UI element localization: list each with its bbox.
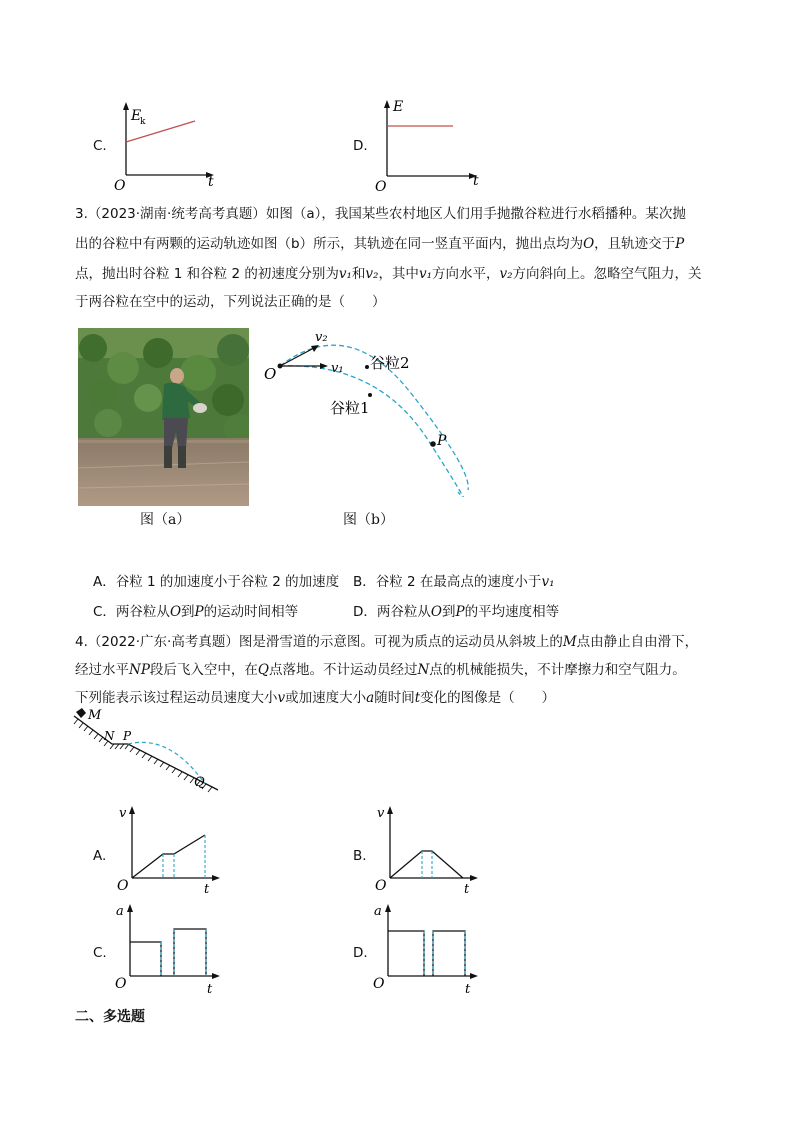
q2-option-c-graph <box>112 100 222 195</box>
q4-line-2: 经过水平NP段后飞入空中，在Q点落地。不计运动员经过N点的机械能损失，不计摩擦力和空气阻力。 <box>75 662 686 678</box>
fig-b-o: O <box>264 365 277 383</box>
q4-graph-a <box>112 800 227 895</box>
graph-c-ylabel: a <box>116 904 124 919</box>
graph-c-xlabel: t <box>207 982 213 997</box>
graph-a-xlabel: t <box>204 882 210 895</box>
slope-n: N <box>104 729 115 743</box>
q3-number: 3. <box>75 206 88 222</box>
q3-option-c: C．两谷粒从O到P的运动时间相等 <box>93 604 299 620</box>
q3-option-b: B．谷粒 2 在最高点的速度小于v₁ <box>353 574 555 590</box>
graph-d-ylabel: a <box>374 904 382 919</box>
fig-b-v1: v₁ <box>331 361 344 376</box>
q2-d-origin: O <box>375 179 387 195</box>
q3-source: （2023·湖南·统考高考真题） <box>87 206 266 222</box>
q2-option-c-label: C. <box>93 138 107 154</box>
q3-line-2: 出的谷粒中有两颗的运动轨迹如图（b）所示，其轨迹在同一竖直平面内，抛出点均为O，且轨迹交于P <box>75 236 685 252</box>
graph-d-xlabel: t <box>465 982 471 997</box>
q2-c-ylabel: E <box>131 108 142 124</box>
q2-c-ysub: k <box>140 117 146 127</box>
slope-m: M <box>88 708 102 723</box>
q4-graph-c <box>112 898 227 998</box>
graph-a-ylabel: v <box>119 806 127 821</box>
graph-d-origin: O <box>373 976 385 992</box>
q3-option-d: D．两谷粒从O到P的平均速度相等 <box>353 604 560 620</box>
graph-b-origin: O <box>375 878 387 894</box>
section-multiple-choice-heading: 二、多选题 <box>75 1009 145 1025</box>
q2-option-d-graph <box>373 96 488 196</box>
graph-c-origin: O <box>115 976 127 992</box>
q4-line-3: 下列能表示该过程运动员速度大小v或加速度大小a随时间t变化的图像是（ ） <box>75 690 556 706</box>
q4-option-b-label: B. <box>353 848 367 864</box>
fig-b-grain2: 谷粒2 <box>370 354 410 372</box>
graph-a-origin: O <box>117 878 129 894</box>
q3-line-4: 于两谷粒在空中的运动，下列说法正确的是（ ） <box>75 294 386 310</box>
grain1-trajectory <box>280 366 464 497</box>
graph-b-ylabel: v <box>377 806 385 821</box>
fig-b-p: P <box>437 433 447 449</box>
q3-line-3: 点，抛出时谷粒 1 和谷粒 2 的初速度分别为v₁和v₂，其中v₁方向水平，v₂方向斜向上。忽略空气阻力，关 <box>75 266 702 282</box>
farmer-photo <box>78 328 249 506</box>
q4-line-1: 4.（2022·广东·高考真题）图是滑雪道的示意图。可视为质点的运动员从斜坡上的M点由静止自由滑下， <box>75 634 699 650</box>
skier-icon <box>76 708 86 718</box>
fig-b-grain1: 谷粒1 <box>330 399 370 417</box>
fig-b-caption: 图（b） <box>343 512 394 528</box>
graph-b-xlabel: t <box>464 882 470 895</box>
fig-a-caption: 图（a） <box>140 512 191 528</box>
slope-q: Q <box>194 775 205 790</box>
slope-p: P <box>123 729 132 743</box>
q2-c-origin: O <box>114 178 126 194</box>
q2-d-xlabel: t <box>473 173 479 189</box>
q4-number: 4. <box>75 634 88 650</box>
q2-c-xlabel: t <box>208 174 214 190</box>
q2-option-d-label: D. <box>353 138 368 154</box>
q4-option-a-label: A. <box>93 848 107 864</box>
ski-slope-diagram <box>70 704 230 800</box>
q4-graph-d <box>370 898 485 998</box>
fig-b-v2: v₂ <box>315 330 328 345</box>
fig-b-trajectories <box>258 322 478 497</box>
q4-source: （2022·广东·高考真题） <box>87 634 239 650</box>
q4-graph-b <box>370 800 485 895</box>
q4-option-d-label: D. <box>353 945 368 961</box>
q2-d-ylabel: E <box>393 99 404 115</box>
q3-option-a: A．谷粒 1 的加速度小于谷粒 2 的加速度 <box>93 574 340 590</box>
q4-option-c-label: C. <box>93 945 107 961</box>
q3-line-1: 3.（2023·湖南·统考高考真题）如图（a），我国某些农村地区人们用手抛撒谷粒进行水稻播种。某次抛 <box>75 206 686 222</box>
